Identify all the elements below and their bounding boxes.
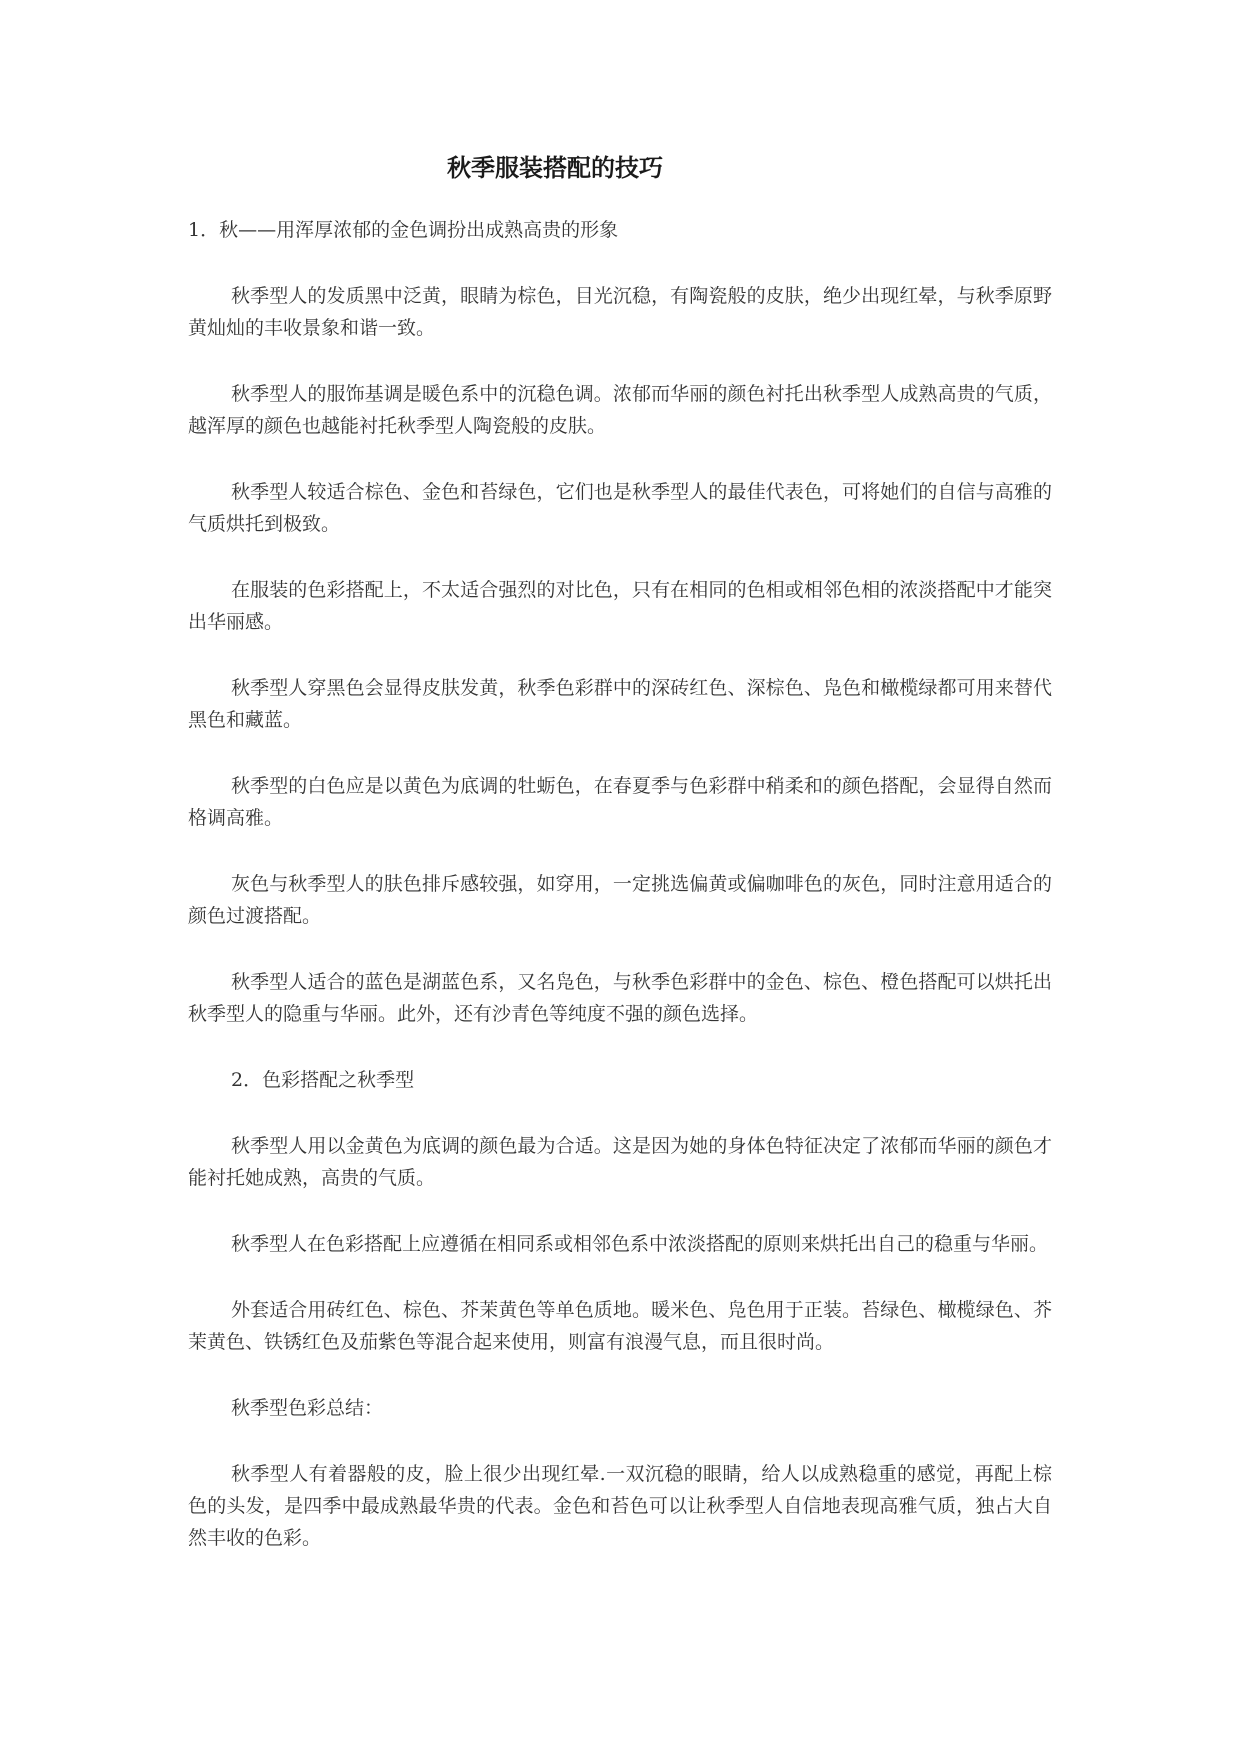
paragraph: 秋季型人用以金黄色为底调的颜色最为合适。这是因为她的身体色特征决定了浓郁而华丽的颜色才能衬托她成熟，高贵的气质。 (188, 1135, 1052, 1189)
paragraph: 秋季型的白色应是以黄色为底调的牡蛎色，在春夏季与色彩群中稍柔和的颜色搭配，会显得自然而格调高雅。 (188, 775, 1052, 829)
document-body (188, 214, 1052, 1588)
page-title: 秋季服装搭配的技巧 (447, 154, 663, 182)
paragraph: 秋季型人在色彩搭配上应遵循在相同系或相邻色系中浓淡搭配的原则来烘托出自己的稳重与华丽。 (231, 1233, 1049, 1255)
paragraph: 灰色与秋季型人的肤色排斥感较强，如穿用，一定挑选偏黄或偏咖啡色的灰色，同时注意用适合的颜色过渡搭配。 (188, 873, 1052, 927)
paragraph: 秋季型人的发质黑中泛黄，眼睛为棕色，目光沉稳，有陶瓷般的皮肤，绝少出现红晕，与秋季原野黄灿灿的丰收景象和谐一致。 (188, 285, 1052, 339)
paragraph: 外套适合用砖红色、棕色、芥茉黄色等单色质地。暖米色、凫色用于正装。苔绿色、橄榄绿色、芥茉黄色、铁锈红色及茄紫色等混合起来使用，则富有浪漫气息，而且很时尚。 (188, 1299, 1052, 1353)
paragraph: 秋季型人的服饰基调是暖色系中的沉稳色调。浓郁而华丽的颜色衬托出秋季型人成熟高贵的气质，越浑厚的颜色也越能衬托秋季型人陶瓷般的皮肤。 (188, 383, 1052, 437)
paragraph: 秋季型人适合的蓝色是湖蓝色系，又名凫色，与秋季色彩群中的金色、棕色、橙色搭配可以烘托出秋季型人的隐重与华丽。此外，还有沙青色等纯度不强的颜色选择。 (188, 971, 1052, 1025)
paragraph: 在服装的色彩搭配上，不太适合强烈的对比色，只有在相同的色相或相邻色相的浓淡搭配中才能突出华丽感。 (188, 579, 1052, 633)
paragraph: 秋季型人较适合棕色、金色和苔绿色，它们也是秋季型人的最佳代表色，可将她们的自信与高雅的气质烘托到极致。 (188, 481, 1052, 535)
summary-paragraph: 秋季型人有着器般的皮，脸上很少出现红晕.一双沉稳的眼睛，给人以成熟稳重的感觉，再配上棕色的头发，是四季中最成熟最华贵的代表。金色和苔色可以让秋季型人自信地表现高雅气质，独占大自然丰收的色彩。 (188, 1463, 1052, 1549)
section-2-heading: 2．色彩搭配之秋季型 (231, 1069, 415, 1091)
summary-heading: 秋季型色彩总结： (231, 1397, 384, 1419)
section-1-heading: 1．秋——用浑厚浓郁的金色调扮出成熟高贵的形象 (188, 219, 619, 241)
paragraph: 秋季型人穿黑色会显得皮肤发黄，秋季色彩群中的深砖红色、深棕色、凫色和橄榄绿都可用来替代黑色和藏蓝。 (188, 677, 1052, 731)
